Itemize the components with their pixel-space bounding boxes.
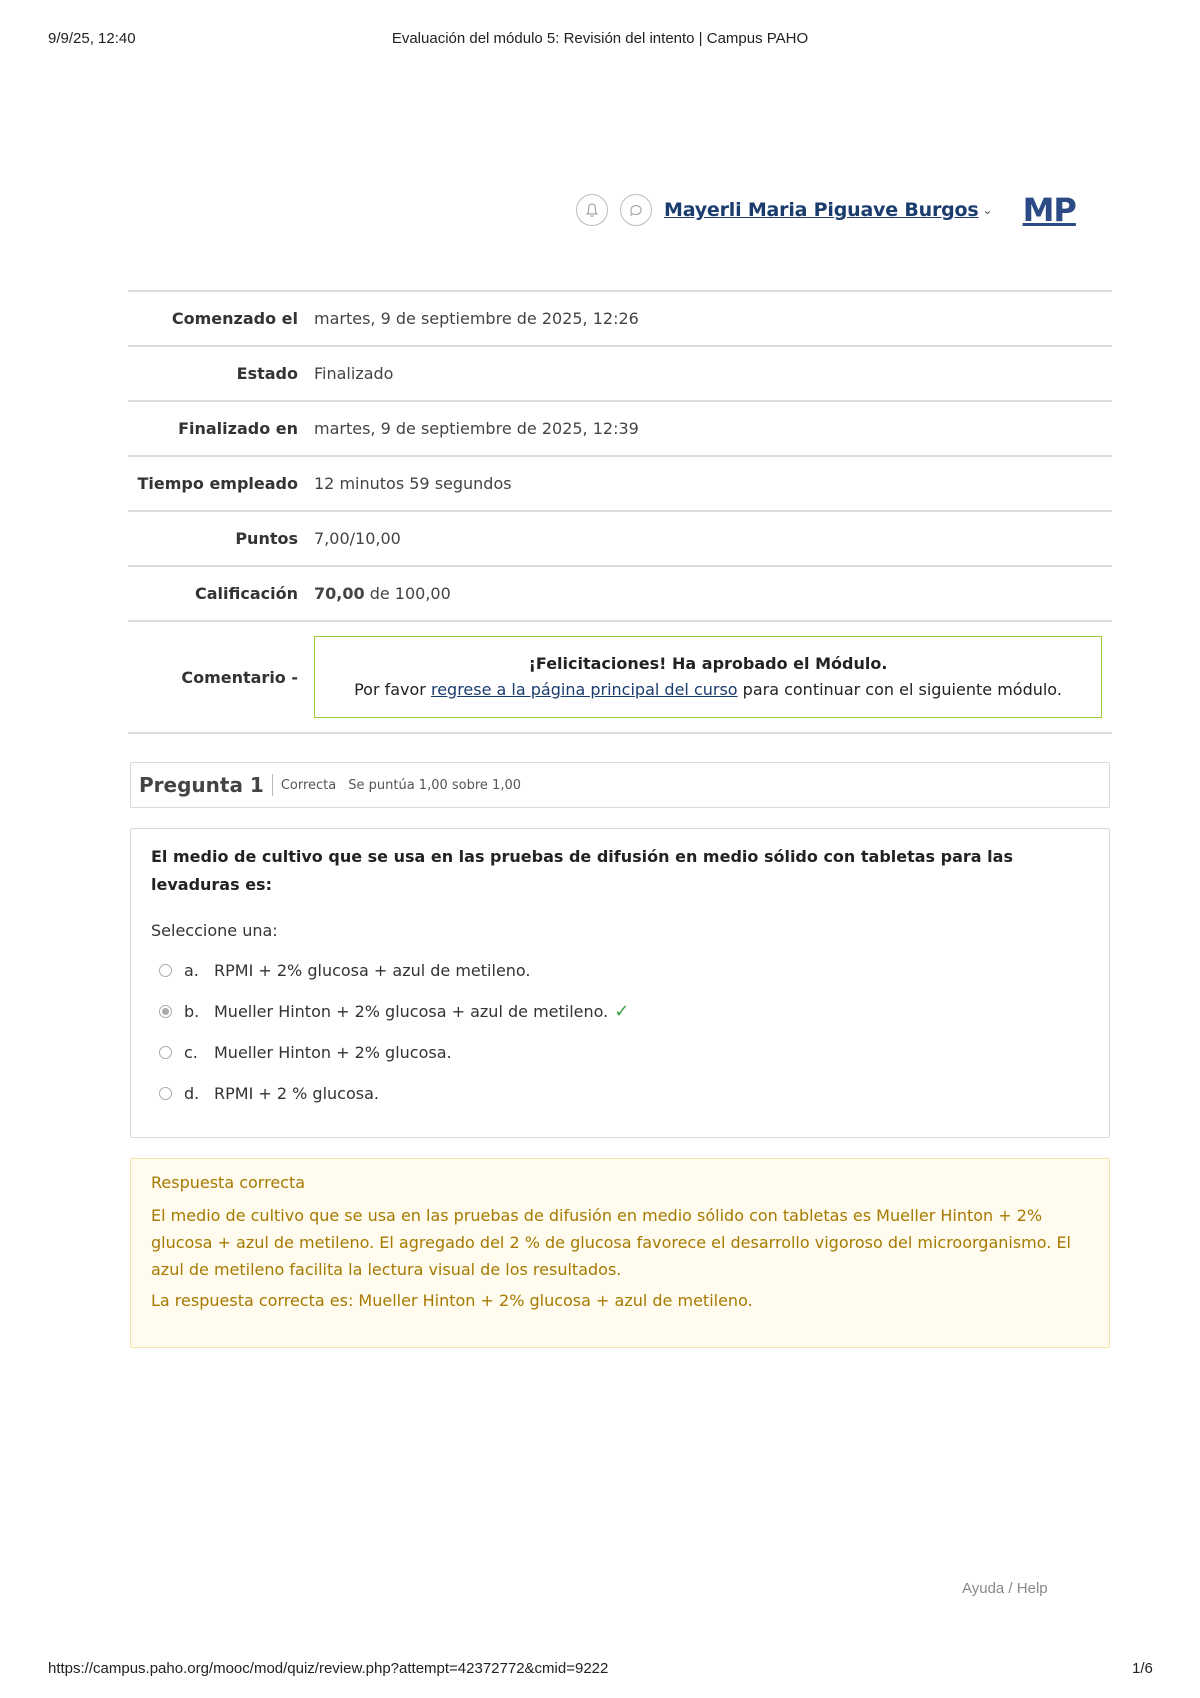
summary-row bbox=[128, 456, 1112, 511]
feedback-text bbox=[325, 677, 1091, 703]
answer-option-a[interactable] bbox=[151, 950, 1089, 991]
print-url: https://campus.paho.org/mooc/mod/quiz/review.php?attempt=42372772&cmid=9222 bbox=[48, 1660, 609, 1677]
divider bbox=[272, 774, 273, 796]
summary-value bbox=[314, 621, 1112, 733]
summary-label: Comenzado el bbox=[171, 309, 298, 328]
option-text: RPMI + 2 % glucosa. bbox=[214, 1084, 379, 1103]
messages-button[interactable] bbox=[620, 194, 652, 226]
chevron-down-icon[interactable]: ⌄ bbox=[982, 203, 993, 217]
question-feedback bbox=[130, 1158, 1110, 1348]
question-prompt: Seleccione una: bbox=[151, 921, 278, 940]
summary-row bbox=[128, 401, 1112, 456]
option-text: RPMI + 2% glucosa + azul de metileno. bbox=[214, 961, 531, 980]
right-answer: La respuesta correcta es: Mueller Hinton + 2% glucosa + azul de metileno. bbox=[151, 1291, 753, 1310]
bell-icon bbox=[584, 202, 600, 218]
notifications-button[interactable] bbox=[576, 194, 608, 226]
summary-row bbox=[128, 346, 1112, 401]
general-feedback: El medio de cultivo que se usa en las pruebas de difusión en medio sólido con tabletas es Mueller Hinton + 2% glucosa + azul de metileno. El agregado del 2 % de glucosa favorece el desarrollo vigoroso del microorganismo. El azul de metileno facilita la lectura visual de los resultados. bbox=[151, 1206, 1071, 1279]
question-state: Correcta bbox=[280, 777, 337, 793]
option-text: Mueller Hinton + 2% glucosa + azul de metileno. bbox=[214, 1002, 609, 1021]
summary-label: Comentario - bbox=[181, 667, 298, 687]
grade-suffix: de 100,00 bbox=[364, 584, 451, 603]
answer-option-b[interactable] bbox=[151, 991, 1089, 1032]
radio-button[interactable] bbox=[159, 964, 172, 977]
question-label: Pregunta bbox=[139, 773, 243, 797]
question-grade: Se puntúa 1,00 sobre 1,00 bbox=[348, 777, 521, 793]
summary-label: Calificación bbox=[195, 584, 298, 603]
summary-value: Finalizado bbox=[314, 364, 394, 383]
summary-label: Finalizado en bbox=[178, 419, 298, 438]
overall-feedback-box bbox=[314, 636, 1102, 718]
question-text: El medio de cultivo que se usa en las pruebas de difusión en medio sólido con tabletas para las levaduras es: bbox=[151, 847, 1013, 894]
summary-value bbox=[314, 566, 1112, 621]
radio-button[interactable] bbox=[159, 1046, 172, 1059]
checkmark-icon: ✓ bbox=[614, 1001, 630, 1022]
print-page-title: Evaluación del módulo 5: Revisión del intento | Campus PAHO bbox=[391, 30, 809, 47]
option-letter: b. bbox=[184, 1002, 200, 1021]
summary-value: 7,00/10,00 bbox=[314, 529, 401, 548]
answer-option-d[interactable] bbox=[151, 1073, 1089, 1114]
option-letter: c. bbox=[184, 1043, 198, 1062]
summary-value: 12 minutos 59 segundos bbox=[314, 474, 512, 493]
summary-label: Puntos bbox=[235, 529, 298, 548]
course-home-link[interactable]: regrese a la página principal del curso bbox=[430, 680, 738, 699]
summary-row bbox=[128, 291, 1112, 346]
option-letter: d. bbox=[184, 1084, 200, 1103]
option-letter: a. bbox=[184, 961, 199, 980]
summary-label: Tiempo empleado bbox=[137, 474, 298, 493]
feedback-heading: ¡Felicitaciones! Ha aprobado el Módulo. bbox=[528, 654, 888, 673]
attempt-summary-table bbox=[128, 290, 1112, 734]
option-text: Mueller Hinton + 2% glucosa. bbox=[214, 1043, 452, 1062]
question-info-bar bbox=[130, 762, 1110, 808]
feedback-text-before: Por favor bbox=[354, 680, 431, 699]
feedback-text-after: para continuar con el siguiente módulo. bbox=[737, 680, 1062, 699]
summary-row-grade bbox=[128, 566, 1112, 621]
radio-button[interactable] bbox=[159, 1087, 172, 1100]
avatar[interactable]: MP bbox=[1022, 191, 1076, 229]
user-bar bbox=[576, 190, 1076, 230]
outcome-label: Respuesta correcta bbox=[151, 1173, 306, 1192]
summary-value: martes, 9 de septiembre de 2025, 12:39 bbox=[314, 419, 639, 438]
chat-bubble-icon bbox=[628, 202, 644, 218]
summary-label: Estado bbox=[236, 364, 298, 383]
question-number-value: 1 bbox=[249, 773, 264, 797]
summary-row-comment bbox=[128, 621, 1112, 733]
summary-value: martes, 9 de septiembre de 2025, 12:26 bbox=[314, 309, 639, 328]
grade-score: 70,00 bbox=[314, 584, 365, 603]
print-page-number: 1/6 bbox=[1132, 1660, 1153, 1677]
summary-row bbox=[128, 511, 1112, 566]
radio-button-selected[interactable] bbox=[159, 1005, 172, 1018]
print-datetime: 9/9/25, 12:40 bbox=[48, 30, 136, 47]
user-menu-link[interactable]: Mayerli Maria Piguave Burgos bbox=[664, 199, 979, 221]
help-link[interactable]: Ayuda / Help bbox=[962, 1580, 1048, 1597]
question-content bbox=[130, 828, 1110, 1138]
question-number bbox=[139, 773, 264, 797]
answer-option-c[interactable] bbox=[151, 1032, 1089, 1073]
